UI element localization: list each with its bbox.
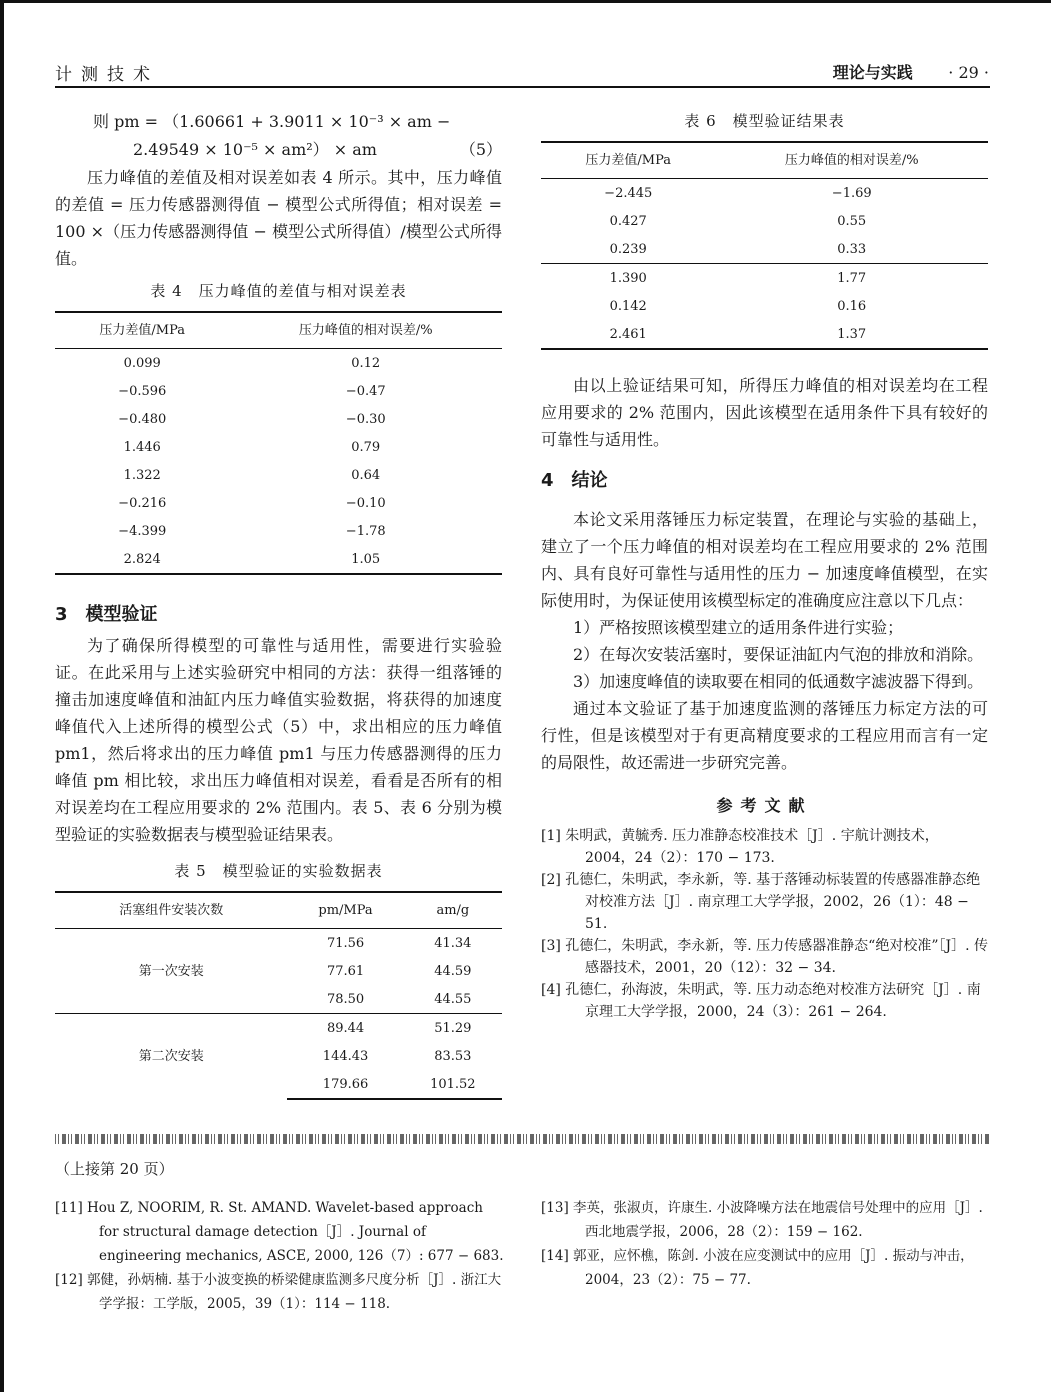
ornamental-divider [55, 1134, 990, 1144]
left-column [55, 108, 502, 1100]
table-cell: −1.69 [831, 185, 872, 201]
continued-from-note: （上接第 20 页） [55, 1160, 174, 1178]
table-cell: −0.47 [345, 383, 386, 399]
section4-paragraph-2: 通过本文验证了基于加速度监测的落锤压力标定方法的可行性，但是该模型对于有更高精度要求的工程应用而言有一定的局限性，故还需进一步研究完善。 [541, 699, 988, 772]
table-cell: 44.59 [434, 963, 472, 979]
section4-title: 4 结论 [541, 470, 608, 491]
references-title: 参考文献 [716, 796, 813, 815]
table-row [55, 461, 502, 489]
table-cell: 41.34 [434, 935, 472, 951]
table-cell: −0.216 [118, 495, 167, 511]
install-group-label: 第一次安装 [138, 963, 204, 979]
section4-paragraph-1: 本论文采用落锤压力标定装置，在理论与实验的基础上，建立了一个压力峰值的相对误差均在工程应用要求的 2% 范围内、具有良好可靠性与适用性的压力 − 加速度峰值模型，在实际使用时，为保证使用该模型标定的准确度应注意以下几点： [541, 510, 988, 610]
reference-item: [11] Hou Z, NOORIM, R. St. AMAND. Wavelet-based approach for structural damage detection［J］. Journal of engineering mechanics, ASCE, 2000, 126（7）: 677 − 683. [55, 1200, 504, 1264]
reference-item: [1] 朱明武，黄毓秀. 压力准静态校准技术［J］. 宇航计测技术，2004，24（2）：170 − 173. [541, 828, 939, 866]
table-row [55, 489, 502, 517]
table-row [55, 405, 502, 433]
table-cell: 1.77 [715, 264, 988, 293]
table-row [541, 207, 988, 235]
reference-item: [13] 李英，张淑贞，许康生. 小波降噪方法在地震信号处理中的应用［J］. 西北地震学报，2006，28（2）：159 − 162. [541, 1200, 983, 1240]
table-cell: −4.399 [118, 523, 167, 539]
table-cell: 44.55 [434, 991, 472, 1007]
paragraph-table4-intro: 压力峰值的差值及相对误差如表 4 所示。其中，压力峰值的差值 = 压力传感器测得值 − 模型公式所得值；相对误差 = 100 ×（压力传感器测得值 − 模型公式所得值）/模型公式所得值。 [55, 168, 502, 268]
section4-item-3: 3）加速度峰值的读取要在相同的低通数字滤波器下得到。 [573, 672, 984, 691]
table5-header: pm/MPa [287, 892, 403, 929]
reference-item: [14] 郭亚，应怀樵，陈剑. 小波在应变测试中的应用［J］. 振动与冲击，2004，23（2）：75 − 77. [541, 1248, 974, 1288]
table5 [55, 891, 502, 1100]
table-cell: 89.44 [287, 1014, 403, 1043]
running-head [833, 60, 989, 83]
table-cell: −0.480 [118, 411, 167, 427]
table6-header: 压力峰值的相对误差/% [715, 142, 988, 179]
page-border-top [0, 0, 1051, 3]
table-row [55, 517, 502, 545]
table-cell: 0.79 [351, 439, 381, 455]
table-row [55, 929, 502, 958]
table-cell: 1.446 [123, 439, 161, 455]
page-number: · 29 · [948, 63, 989, 82]
verification-conclusion: 由以上验证结果可知，所得压力峰值的相对误差均在工程应用要求的 2% 范围内，因此该模型在适用条件下具有较好的可靠性与适用性。 [541, 376, 988, 449]
page-border-left [0, 0, 4, 1392]
table-row [541, 179, 988, 208]
table4-header: 压力差值/MPa [55, 312, 229, 349]
table-row [55, 433, 502, 461]
table-cell: −0.596 [118, 383, 167, 399]
right-column [541, 108, 988, 1023]
table-cell: 71.56 [326, 935, 365, 951]
table-cell: 78.50 [326, 991, 365, 1007]
table5-header: 活塞组件安装次数 [55, 892, 287, 929]
table-cell: 2.824 [55, 545, 229, 574]
table4-header: 压力峰值的相对误差/% [229, 312, 502, 349]
table-cell: 1.322 [123, 467, 161, 483]
section4-item-1: 1）严格按照该模型建立的适用条件进行实验； [573, 618, 904, 637]
table-cell: 144.43 [322, 1048, 369, 1064]
table-cell: 0.33 [837, 241, 867, 257]
table4-caption: 表 4 压力峰值的差值与相对误差表 [150, 282, 407, 300]
table-cell: −0.10 [345, 495, 386, 511]
section-name: 理论与实践 [832, 63, 913, 82]
table-row [541, 292, 988, 320]
reference-item: [2] 孔德仁，朱明武，李永新，等. 基于落锤动标装置的传感器准静态绝对校准方法［J］. 南京理工大学学报，2002，26（1）：48 − 51. [541, 872, 981, 932]
table-cell: −1.78 [345, 523, 386, 539]
bottom-references-left [55, 1196, 505, 1316]
table-cell: 2.461 [541, 320, 715, 349]
table-cell: 1.390 [541, 264, 715, 293]
formula-line-2: 2.49549 × 10⁻⁵ × am²） × am [133, 140, 377, 159]
table-cell: 1.37 [715, 320, 988, 349]
reference-item: [4] 孔德仁，孙海波，朱明武，等. 压力动态绝对校准方法研究［J］. 南京理工大学学报，2000，24（3）：261 − 264. [541, 982, 981, 1020]
table-cell: −0.30 [345, 411, 386, 427]
table-row [55, 1014, 502, 1043]
section4-item-2: 2）在每次安装活塞时，要保证油缸内气泡的排放和消除。 [573, 645, 984, 664]
table-cell: 0.12 [351, 355, 381, 371]
table-cell: 179.66 [287, 1070, 403, 1099]
table6-caption: 表 6 模型验证结果表 [684, 112, 845, 130]
table6-header: 压力差值/MPa [541, 142, 715, 179]
table-row [55, 349, 502, 378]
table5-caption: 表 5 模型验证的实验数据表 [174, 862, 383, 880]
table-cell: 0.142 [609, 298, 647, 314]
reference-item: [12] 郭健，孙炳楠. 基于小波变换的桥梁健康监测多尺度分析［J］. 浙江大学学报：工学版，2005，39（1）：114 − 118. [55, 1272, 502, 1312]
section3-paragraph: 为了确保所得模型的可靠性与适用性，需要进行实验验证。在此采用与上述实验研究中相同的方法：获得一组落锤的撞击加速度峰值和油缸内压力峰值实验数据，将获得的加速度峰值代入上述所得的模型公式（5）中，求出相应的压力峰值 pm1，然后将求出的压力峰值 pm1 与压力传感器测得的压力峰值 pm 相比较，求出压力峰值相对误差，看看是否所有的相对误差均在工程应用要求的 2% 范围内。表 5、表 6 分别为模型验证的实验数据表与模型验证结果表。 [55, 636, 502, 844]
formula-number: （5） [459, 140, 502, 159]
section3-title: 3 模型验证 [55, 604, 158, 625]
table-cell: 1.05 [229, 545, 502, 574]
journal-name: 计测技术 [55, 65, 159, 85]
table-cell: 0.16 [837, 298, 867, 314]
table-cell: 0.55 [837, 213, 867, 229]
table-row [55, 545, 502, 574]
table-cell: 77.61 [326, 963, 365, 979]
formula-line-2-row [55, 136, 502, 164]
table-cell: 51.29 [404, 1014, 502, 1043]
table-cell: −2.445 [604, 185, 653, 201]
table6 [541, 141, 988, 350]
table-row [55, 377, 502, 405]
table-cell: 101.52 [404, 1070, 502, 1099]
table-row [541, 320, 988, 349]
bottom-references-right [541, 1196, 991, 1292]
table4 [55, 311, 502, 575]
table-cell: 0.239 [609, 241, 647, 257]
table-cell: 0.427 [609, 213, 647, 229]
table-cell: 0.64 [351, 467, 381, 483]
formula-line-1: 则 pm = （1.60661 + 3.9011 × 10⁻³ × am − [93, 112, 451, 131]
table-cell: 0.099 [123, 355, 161, 371]
install-group-label: 第二次安装 [55, 1014, 287, 1100]
header-rule [55, 86, 990, 88]
table5-header: am/g [404, 892, 502, 929]
table-row [541, 235, 988, 264]
table-cell: 83.53 [434, 1048, 472, 1064]
reference-item: [3] 孔德仁，朱明武，李永新，等. 压力传感器准静态“绝对校准”［J］. 传感器技术，2001，20（12）：32 − 34. [541, 938, 989, 976]
table-row [541, 264, 988, 293]
